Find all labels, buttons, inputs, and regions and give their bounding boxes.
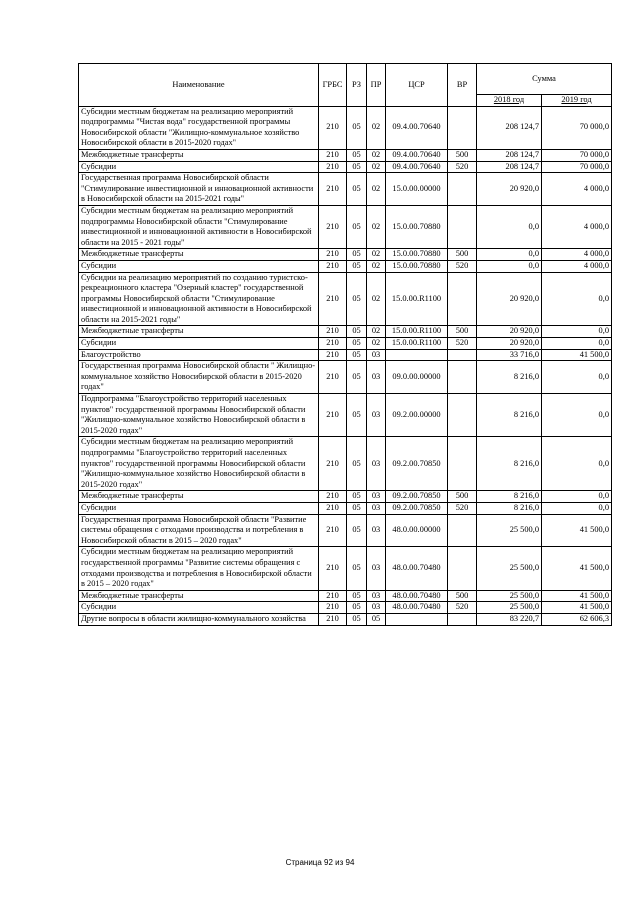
header-vr: ВР [448,64,477,107]
cell-grbs: 210 [319,205,347,248]
cell-pr: 02 [367,149,386,161]
cell-rz: 05 [347,260,367,272]
cell-grbs: 210 [319,514,347,547]
cell-pr: 02 [367,260,386,272]
cell-pr: 02 [367,106,386,149]
cell-pr: 02 [367,173,386,206]
cell-rz: 05 [347,106,367,149]
table-row [79,205,612,248]
cell-pr: 03 [367,491,386,503]
cell-sum-2019: 70 000,0 [542,161,612,173]
cell-csr: 15.0.00.00000 [386,173,448,206]
table-row [79,502,612,514]
cell-vr: 520 [448,502,477,514]
cell-csr [386,613,448,625]
cell-sum-2018: 8 216,0 [477,437,542,491]
cell-name: Субсидии [79,161,319,173]
cell-sum-2018: 0,0 [477,249,542,261]
cell-sum-2019: 0,0 [542,326,612,338]
cell-pr: 03 [367,547,386,590]
cell-csr: 09.2.00.00000 [386,394,448,437]
cell-rz: 05 [347,547,367,590]
table-row [79,514,612,547]
cell-csr: 09.2.00.70850 [386,491,448,503]
header-rz: РЗ [347,64,367,107]
cell-csr: 48.0.00.70480 [386,547,448,590]
table-row [79,249,612,261]
cell-pr: 02 [367,249,386,261]
cell-sum-2019: 0,0 [542,491,612,503]
cell-vr: 520 [448,161,477,173]
cell-pr: 03 [367,602,386,614]
table-row [79,349,612,361]
cell-sum-2019: 41 500,0 [542,602,612,614]
cell-grbs: 210 [319,161,347,173]
cell-rz: 05 [347,326,367,338]
cell-sum-2018: 208 124,7 [477,106,542,149]
cell-grbs: 210 [319,590,347,602]
cell-csr: 15.0.00.70880 [386,260,448,272]
table-row [79,161,612,173]
cell-grbs: 210 [319,394,347,437]
cell-name: Межбюджетные трансферты [79,149,319,161]
cell-rz: 05 [347,514,367,547]
cell-vr: 520 [448,602,477,614]
table-row [79,149,612,161]
cell-name: Субсидии [79,502,319,514]
cell-csr: 09.4.00.70640 [386,149,448,161]
cell-csr [386,349,448,361]
cell-sum-2018: 20 920,0 [477,272,542,326]
cell-rz: 05 [347,338,367,350]
cell-rz: 05 [347,161,367,173]
cell-sum-2019: 0,0 [542,437,612,491]
cell-vr [448,349,477,361]
cell-csr: 15.0.00.70880 [386,205,448,248]
cell-sum-2018: 25 500,0 [477,547,542,590]
cell-rz: 05 [347,149,367,161]
cell-grbs: 210 [319,491,347,503]
cell-pr: 03 [367,590,386,602]
cell-pr: 03 [367,502,386,514]
cell-sum-2019: 41 500,0 [542,514,612,547]
cell-pr: 03 [367,349,386,361]
cell-rz: 05 [347,249,367,261]
cell-sum-2018: 8 216,0 [477,502,542,514]
cell-grbs: 210 [319,361,347,394]
cell-sum-2018: 208 124,7 [477,161,542,173]
cell-name: Межбюджетные трансферты [79,326,319,338]
table-row [79,326,612,338]
table-row [79,260,612,272]
cell-csr: 09.2.00.70850 [386,502,448,514]
cell-pr: 03 [367,514,386,547]
cell-vr [448,205,477,248]
cell-rz: 05 [347,205,367,248]
cell-vr [448,361,477,394]
cell-name: Субсидии местным бюджетам на реализацию мероприятий подпрограммы "Чистая вода" государственной программы Новосибирской области "Жилищно-коммунальное хозяйство Новосибирской области в 2015-2020 годах" [79,106,319,149]
header-year-2019: 2019 год [542,95,612,107]
cell-name: Субсидии местным бюджетам на реализацию мероприятий подпрограммы "Благоустройство территорий населенных пунктов" государственной программы Новосибирской области "Жилищно-коммунальное хозяйство Новосибирской области в 2015-2020 годах" [79,437,319,491]
table-body [79,106,612,625]
cell-csr: 15.0.00.70880 [386,249,448,261]
cell-csr: 48.0.00.70480 [386,590,448,602]
cell-pr: 03 [367,361,386,394]
cell-name: Благоустройство [79,349,319,361]
cell-name: Субсидии местным бюджетам на реализацию мероприятий подпрограммы Новосибирской области "Стимулирование инвестиционной и инновационной активности в Новосибирской области на 2015 - 2021 годы" [79,205,319,248]
header-grbs: ГРБС [319,64,347,107]
cell-vr: 500 [448,590,477,602]
cell-csr: 48.0.00.00000 [386,514,448,547]
cell-pr: 02 [367,161,386,173]
cell-name: Субсидии [79,338,319,350]
budget-table [78,63,612,626]
cell-rz: 05 [347,590,367,602]
cell-sum-2018: 0,0 [477,260,542,272]
cell-pr: 03 [367,394,386,437]
table-row [79,602,612,614]
cell-sum-2018: 8 216,0 [477,491,542,503]
table-row [79,394,612,437]
cell-vr [448,394,477,437]
cell-rz: 05 [347,272,367,326]
table-row [79,338,612,350]
cell-pr: 02 [367,205,386,248]
cell-csr: 09.0.00.00000 [386,361,448,394]
cell-sum-2019: 62 606,3 [542,613,612,625]
cell-sum-2018: 33 716,0 [477,349,542,361]
table-row [79,491,612,503]
cell-rz: 05 [347,349,367,361]
cell-name: Государственная программа Новосибирской области "Стимулирование инвестиционной и инновационной активности в Новосибирской области на 2015-2021 годы" [79,173,319,206]
cell-sum-2019: 0,0 [542,361,612,394]
cell-grbs: 210 [319,272,347,326]
cell-name: Подпрограмма "Благоустройство территорий населенных пунктов" государственной программы Новосибирской области "Жилищно-коммунальное хозяйство Новосибирской области в 2015-2020 годах" [79,394,319,437]
cell-sum-2019: 41 500,0 [542,547,612,590]
cell-grbs: 210 [319,149,347,161]
cell-pr: 02 [367,326,386,338]
cell-sum-2018: 208 124,7 [477,149,542,161]
cell-csr: 15.0.00.R1100 [386,338,448,350]
cell-name: Субсидии [79,602,319,614]
cell-grbs: 210 [319,437,347,491]
table-row [79,173,612,206]
cell-sum-2018: 20 920,0 [477,338,542,350]
cell-sum-2018: 8 216,0 [477,394,542,437]
cell-rz: 05 [347,602,367,614]
cell-grbs: 210 [319,502,347,514]
cell-sum-2019: 0,0 [542,394,612,437]
cell-grbs: 210 [319,106,347,149]
cell-sum-2019: 4 000,0 [542,260,612,272]
cell-vr: 520 [448,260,477,272]
cell-name: Другие вопросы в области жилищно-коммунального хозяйства [79,613,319,625]
cell-name: Межбюджетные трансферты [79,590,319,602]
cell-sum-2018: 0,0 [477,205,542,248]
cell-rz: 05 [347,173,367,206]
cell-sum-2019: 0,0 [542,338,612,350]
cell-grbs: 210 [319,349,347,361]
header-csr: ЦСР [386,64,448,107]
cell-name: Государственная программа Новосибирской области " Жилищно-коммунальное хозяйство Новосибирской области в 2015-2020 годах" [79,361,319,394]
table-row [79,272,612,326]
cell-sum-2019: 41 500,0 [542,349,612,361]
header-year-2018: 2018 год [477,95,542,107]
cell-grbs: 210 [319,602,347,614]
cell-sum-2018: 8 216,0 [477,361,542,394]
cell-pr: 05 [367,613,386,625]
cell-sum-2018: 20 920,0 [477,326,542,338]
cell-name: Субсидии на реализацию мероприятий по созданию туристско-рекреационного кластера "Озерный кластер" государственной программы Новосибирской области "Стимулирование инвестиционной и инновационной активности в Новосибирской области на 2015-2021 годы" [79,272,319,326]
cell-rz: 05 [347,613,367,625]
cell-pr: 03 [367,437,386,491]
header-sum: Сумма [477,64,612,95]
cell-csr: 09.4.00.70640 [386,106,448,149]
table-row [79,613,612,625]
table-row [79,437,612,491]
cell-sum-2019: 4 000,0 [542,249,612,261]
cell-csr: 09.4.00.70640 [386,161,448,173]
cell-sum-2019: 70 000,0 [542,149,612,161]
cell-vr [448,514,477,547]
cell-name: Межбюджетные трансферты [79,249,319,261]
cell-vr [448,437,477,491]
page-footer: Страница 92 из 94 [285,858,355,867]
header-name: Наименование [79,64,319,107]
table-row [79,361,612,394]
cell-vr: 520 [448,338,477,350]
cell-csr: 15.0.00.R1100 [386,272,448,326]
cell-vr [448,613,477,625]
cell-grbs: 210 [319,260,347,272]
cell-vr: 500 [448,249,477,261]
cell-vr [448,272,477,326]
header-pr: ПР [367,64,386,107]
cell-vr: 500 [448,491,477,503]
cell-pr: 02 [367,272,386,326]
cell-grbs: 210 [319,547,347,590]
cell-sum-2018: 25 500,0 [477,590,542,602]
cell-name: Государственная программа Новосибирской области "Развитие системы обращения с отходами производства и потребления в Новосибирской области в 2015 – 2020 годах" [79,514,319,547]
cell-sum-2018: 25 500,0 [477,602,542,614]
table-row [79,106,612,149]
cell-sum-2019: 0,0 [542,502,612,514]
cell-vr: 500 [448,326,477,338]
cell-csr: 48.0.00.70480 [386,602,448,614]
cell-rz: 05 [347,437,367,491]
cell-grbs: 210 [319,173,347,206]
cell-sum-2019: 41 500,0 [542,590,612,602]
cell-vr [448,547,477,590]
cell-rz: 05 [347,502,367,514]
cell-sum-2018: 83 220,7 [477,613,542,625]
cell-sum-2019: 4 000,0 [542,205,612,248]
cell-vr: 500 [448,149,477,161]
cell-vr [448,106,477,149]
cell-sum-2019: 70 000,0 [542,106,612,149]
cell-vr [448,173,477,206]
table-row [79,547,612,590]
cell-grbs: 210 [319,249,347,261]
cell-rz: 05 [347,394,367,437]
cell-csr: 15.0.00.R1100 [386,326,448,338]
cell-rz: 05 [347,361,367,394]
table-row [79,590,612,602]
cell-sum-2018: 25 500,0 [477,514,542,547]
cell-grbs: 210 [319,613,347,625]
cell-grbs: 210 [319,326,347,338]
cell-name: Межбюджетные трансферты [79,491,319,503]
cell-rz: 05 [347,491,367,503]
cell-grbs: 210 [319,338,347,350]
cell-name: Субсидии местным бюджетам на реализацию мероприятий государственной программы "Развитие системы обращения с отходами производства и потребления в Новосибирской области в 2015 – 2020 годах" [79,547,319,590]
cell-sum-2019: 4 000,0 [542,173,612,206]
cell-sum-2018: 20 920,0 [477,173,542,206]
cell-sum-2019: 0,0 [542,272,612,326]
cell-csr: 09.2.00.70850 [386,437,448,491]
cell-name: Субсидии [79,260,319,272]
cell-pr: 02 [367,338,386,350]
